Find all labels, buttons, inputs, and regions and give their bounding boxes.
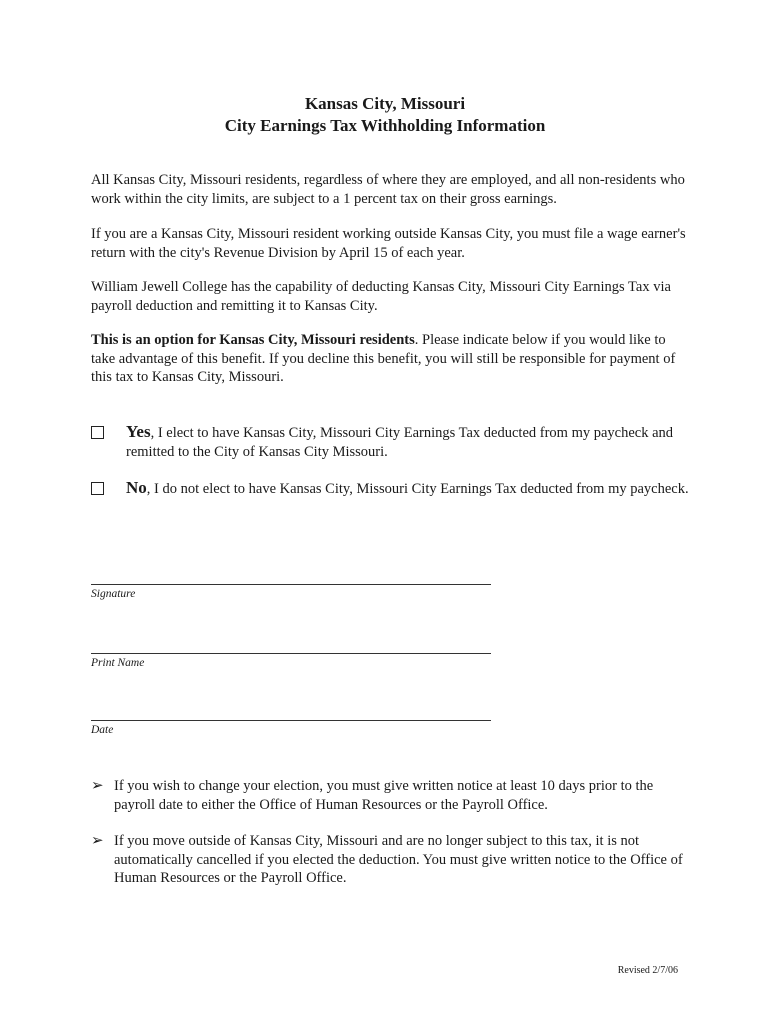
paragraph-option-info: [91, 331, 691, 387]
no-option-word: No: [126, 478, 147, 497]
document-title: [0, 93, 770, 137]
date-line[interactable]: [91, 720, 491, 721]
title-line-2: City Earnings Tax Withholding Information: [224, 116, 546, 135]
yes-option-word: Yes: [126, 422, 151, 441]
option-emphasis: This is an option for Kansas City, Missouri residents: [91, 332, 415, 348]
note-change-election: If you wish to change your election, you must give written notice at least 10 days prior to the payroll date to either the Office of Human Resources or the Payroll Office.: [114, 778, 654, 813]
revised-date: Revised 2/7/06: [617, 965, 678, 976]
title-line-1: Kansas City, Missouri: [304, 94, 466, 113]
paragraph-payroll-deduction: William Jewell College has the capability of deducting Kansas City, Missouri City Earnings Tax via payroll deduction and remitting it to Kansas City.: [91, 279, 671, 314]
paragraph-wage-earner-return: If you are a Kansas City, Missouri resident working outside Kansas City, you must file a wage earner's return with the city's Revenue Division by April 15 of each year.: [91, 226, 686, 261]
yes-option-text: , I elect to have Kansas City, Missouri City Earnings Tax deducted from my paycheck and remitted to the City of Kansas City Missouri.: [126, 425, 674, 460]
date-label: Date: [91, 724, 114, 736]
signature-line[interactable]: [91, 584, 491, 585]
yes-checkbox[interactable]: [91, 426, 104, 439]
print-name-label: Print Name: [91, 657, 145, 669]
note-move-outside: If you move outside of Kansas City, Missouri and are no longer subject to this tax, it is not automatically cancelled if you elected the deduction. You must give written notice to the Office of Human Resources or the Payroll Office.: [114, 833, 683, 886]
no-option: [126, 479, 696, 499]
no-checkbox[interactable]: [91, 482, 104, 495]
paragraph-residents-tax: All Kansas City, Missouri residents, regardless of where they are employed, and all non-residents who work within the city limits, are subject to a 1 percent tax on their gross earnings.: [91, 172, 685, 207]
print-name-line[interactable]: [91, 653, 491, 654]
arrow-bullet-icon: ➢: [91, 833, 104, 849]
no-option-text: , I do not elect to have Kansas City, Missouri City Earnings Tax deducted from my paycheck.: [146, 481, 689, 497]
signature-label: Signature: [91, 588, 136, 600]
arrow-bullet-icon: ➢: [91, 778, 104, 794]
yes-option: [126, 423, 696, 461]
option-instructions: . Please indicate below if you would like to take advantage of this benefit. If you decline this benefit, you will still be responsible for payment of this tax to Kansas City, Missouri.: [91, 332, 676, 385]
